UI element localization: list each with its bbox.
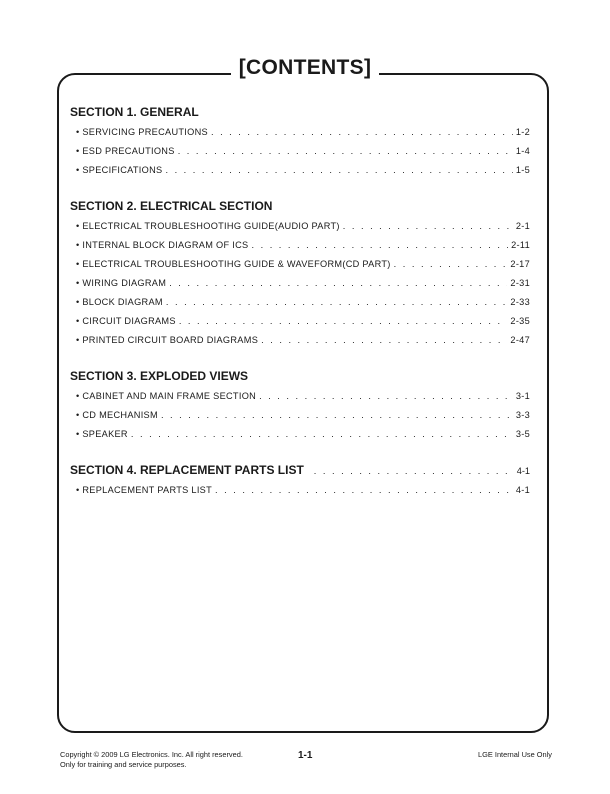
section-heading: SECTION 3. EXPLODED VIEWS — [70, 369, 249, 383]
section-heading: SECTION 2. ELECTRICAL SECTION — [70, 199, 273, 213]
toc-entry[interactable] — [70, 217, 530, 236]
dot-leader — [259, 387, 513, 406]
dot-leader — [261, 331, 507, 350]
dot-leader — [179, 312, 508, 331]
toc-entry-page: 1-4 — [515, 146, 530, 156]
toc-entry[interactable] — [70, 481, 530, 500]
toc-entry[interactable] — [70, 312, 530, 331]
dot-leader — [169, 274, 507, 293]
toc-entry-page: 1-5 — [515, 165, 530, 175]
toc-entry[interactable] — [70, 425, 530, 444]
toc-entry[interactable] — [70, 293, 530, 312]
toc-entry-label: • ELECTRICAL TROUBLESHOOTIHG GUIDE & WAVEFORM(CD PART) — [76, 259, 391, 269]
footer-left — [60, 750, 243, 770]
section-1 — [70, 104, 530, 180]
toc-entry-page: 2-1 — [515, 221, 530, 231]
toc-entry-label: • BLOCK DIAGRAM — [76, 297, 163, 307]
toc-entry-label: • SPECIFICATIONS — [76, 165, 163, 175]
toc-entry[interactable] — [70, 387, 530, 406]
toc-entry-page: 2-17 — [510, 259, 530, 269]
dot-leader — [161, 406, 513, 425]
toc-entry-page: 2-33 — [510, 297, 530, 307]
toc-entry-label: • WIRING DIAGRAM — [76, 278, 167, 288]
toc-entry-label: • ESD PRECAUTIONS — [76, 146, 175, 156]
toc-entry[interactable] — [70, 161, 530, 180]
dot-leader — [251, 236, 508, 255]
dot-leader — [314, 463, 514, 479]
toc-entry-label: • SERVICING PRECAUTIONS — [76, 127, 208, 137]
section-heading-entry[interactable] — [70, 462, 530, 478]
copyright-text: Copyright © 2009 LG Electronics. Inc. All right reserved. — [60, 750, 243, 759]
page-number: 1-1 — [298, 750, 313, 761]
section-heading: SECTION 4. REPLACEMENT PARTS LIST — [70, 463, 304, 477]
toc-entry-page: 1-2 — [515, 127, 530, 137]
toc-entry-page: 2-47 — [510, 335, 530, 345]
toc-entry[interactable] — [70, 123, 530, 142]
toc-entry[interactable] — [70, 236, 530, 255]
toc-entry[interactable] — [70, 142, 530, 161]
toc-entry-page: 3-3 — [515, 410, 530, 420]
toc-entry-page: 4-1 — [515, 485, 530, 495]
dot-leader — [178, 142, 513, 161]
toc-entry-page: 2-31 — [510, 278, 530, 288]
internal-use-note: LGE Internal Use Only — [478, 750, 552, 759]
dot-leader — [166, 293, 508, 312]
toc-entry-label: • INTERNAL BLOCK DIAGRAM OF ICS — [76, 240, 249, 250]
title-wrap — [0, 56, 610, 80]
section-3 — [70, 368, 530, 444]
toc-entry-page: 2-35 — [510, 316, 530, 326]
dot-leader — [131, 425, 513, 444]
toc-entry[interactable] — [70, 274, 530, 293]
toc-entry-label: • CD MECHANISM — [76, 410, 158, 420]
toc-entry-page: 3-5 — [515, 429, 530, 439]
toc-entry-label: • CABINET AND MAIN FRAME SECTION — [76, 391, 257, 401]
toc-entry-label: • CIRCUIT DIAGRAMS — [76, 316, 176, 326]
toc-entry-label: • REPLACEMENT PARTS LIST — [76, 485, 213, 495]
training-note: Only for training and service purposes. — [60, 760, 187, 769]
toc-entry-label: • ELECTRICAL TROUBLESHOOTIHG GUIDE(AUDIO PART) — [76, 221, 340, 231]
toc-entry-label: • PRINTED CIRCUIT BOARD DIAGRAMS — [76, 335, 259, 345]
toc-entry-page: 2-11 — [511, 240, 530, 250]
dot-leader — [215, 481, 513, 500]
dot-leader — [211, 123, 513, 142]
page-title: [CONTENTS] — [231, 56, 380, 80]
toc-entry[interactable] — [70, 331, 530, 350]
dot-leader — [343, 217, 513, 236]
toc — [70, 104, 530, 518]
section-heading-page: 4-1 — [516, 466, 530, 476]
section-2 — [70, 198, 530, 350]
section-4 — [70, 462, 530, 500]
dot-leader — [394, 255, 508, 274]
dot-leader — [165, 161, 512, 180]
section-heading: SECTION 1. GENERAL — [70, 105, 199, 119]
toc-entry[interactable] — [70, 255, 530, 274]
toc-entry[interactable] — [70, 406, 530, 425]
toc-entry-page: 3-1 — [515, 391, 530, 401]
toc-entry-label: • SPEAKER — [76, 429, 128, 439]
